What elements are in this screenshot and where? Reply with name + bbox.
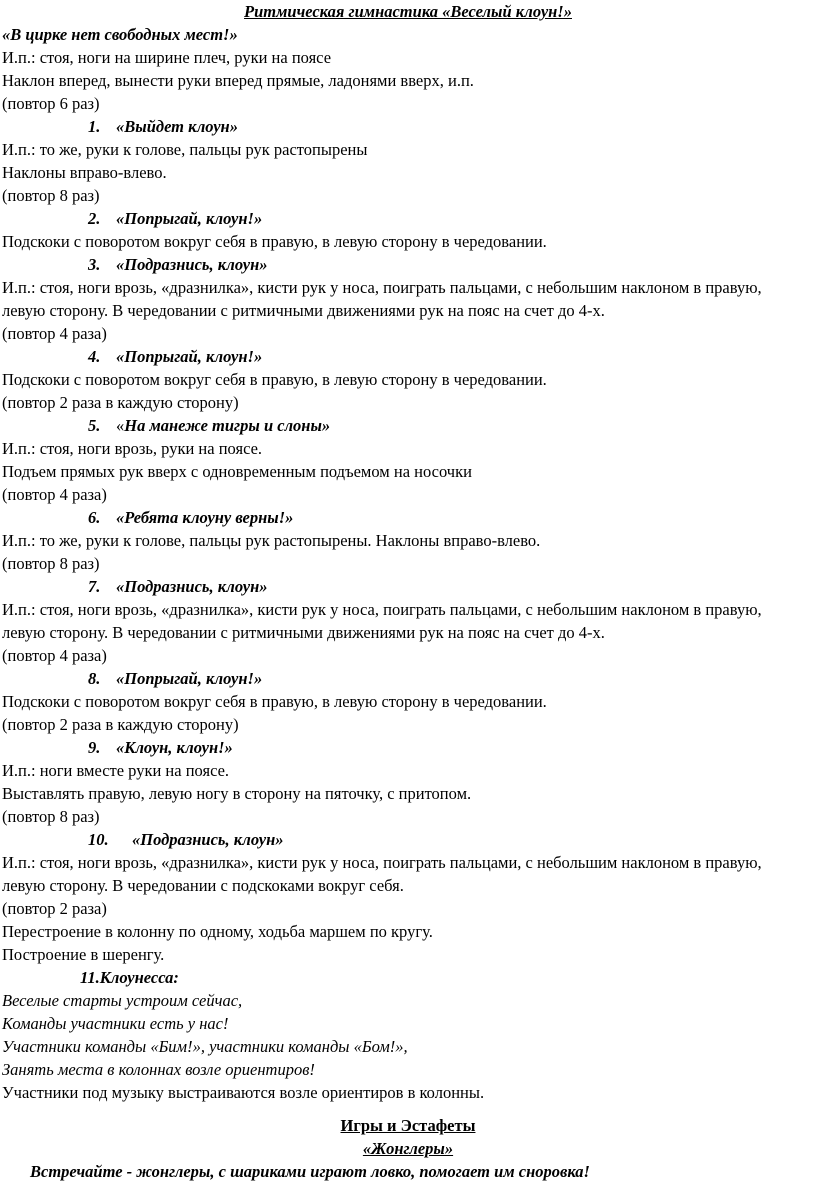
exercise-line: (повтор 4 раза) (2, 485, 107, 504)
clownessa-after: Участники под музыку выстраиваются возле ориентиров в колонны. (2, 1083, 485, 1102)
exercise-line: И.п.: стоя, ноги врозь, «дразнилка», кисти рук у носа, поиграть пальцами, с небольшим наклоном в правую, (2, 278, 762, 297)
verse-line: Занять места в колоннах возле ориентиров! (2, 1060, 315, 1079)
document-title: Ритмическая гимнастика «Веселый клоун!» (244, 2, 572, 21)
exercise-heading: 9. «Клоун, клоун!» (88, 738, 233, 757)
intro-line: И.п.: стоя, ноги на ширине плеч, руки на поясе (2, 48, 332, 67)
exercise-line: Подскоки с поворотом вокруг себя в правую, в левую сторону в чередовании. (2, 232, 547, 251)
intro-line: Наклон вперед, вынести руки вперед прямые, ладонями вверх, и.п. (2, 71, 474, 90)
exercise-line: Наклоны вправо-влево. (2, 163, 167, 182)
exercise-heading: 4. «Попрыгай, клоун!» (88, 347, 263, 366)
exercise-line: И.п.: то же, руки к голове, пальцы рук растопырены (2, 140, 368, 159)
exercise-line: (повтор 2 раза в каждую сторону) (2, 715, 239, 734)
exercise-line: (повтор 4 раза) (2, 324, 107, 343)
exercise-line: Подскоки с поворотом вокруг себя в правую, в левую сторону в чередовании. (2, 692, 547, 711)
verse-line: Веселые старты устроим сейчас, (2, 991, 243, 1010)
games-subheading: «Жонглеры» (362, 1139, 454, 1158)
exercise-heading: 3. «Подразнись, клоун» (88, 255, 268, 274)
clownessa-heading: 11.Клоунесса: (80, 968, 179, 987)
exercise-heading: 8. «Попрыгай, клоун!» (88, 669, 263, 688)
games-heading: Игры и Эстафеты (340, 1116, 476, 1135)
exercise-line: И.п.: стоя, ноги врозь, «дразнилка», кисти рук у носа, поиграть пальцами, с небольшим наклоном в правую, (2, 853, 762, 872)
games-line: Встречайте - жонглеры, с шариками играют ловко, помогает им сноровка! (30, 1162, 590, 1181)
exercise-line: (повтор 8 раз) (2, 807, 100, 826)
exercise-line: Перестроение в колонну по одному, ходьба маршем по кругу. (2, 922, 433, 941)
intro-heading: «В цирке нет свободных мест!» (2, 25, 238, 44)
exercise-line: (повтор 8 раз) (2, 186, 100, 205)
exercise-line: (повтор 2 раза) (2, 899, 107, 918)
exercise-line: левую сторону. В чередовании с ритмичными движениями рук на пояс на счет до 4-х. (2, 623, 605, 642)
exercise-line: (повтор 8 раз) (2, 554, 100, 573)
exercise-line: (повтор 2 раза в каждую сторону) (2, 393, 239, 412)
exercise-heading: 10. «Подразнись, клоун» (88, 830, 284, 849)
exercise-heading: 1. «Выйдет клоун» (88, 117, 238, 136)
exercise-heading: 5. «На манеже тигры и слоны» (88, 416, 331, 435)
intro-line: (повтор 6 раз) (2, 94, 100, 113)
exercise-line: Построение в шеренгу. (2, 945, 165, 964)
verse-line: Команды участники есть у нас! (2, 1014, 229, 1033)
exercise-line: (повтор 4 раза) (2, 646, 107, 665)
exercise-line: левую сторону. В чередовании с ритмичными движениями рук на пояс на счет до 4-х. (2, 301, 605, 320)
verse-line: Участники команды «Бим!», участники команды «Бом!», (2, 1037, 408, 1056)
exercise-heading: 2. «Попрыгай, клоун!» (88, 209, 263, 228)
exercise-line: И.п.: ноги вместе руки на поясе. (2, 761, 230, 780)
exercise-line: Подъем прямых рук вверх с одновременным подъемом на носочки (2, 462, 472, 481)
exercise-heading: 6. «Ребята клоуну верны!» (88, 508, 294, 527)
exercise-line: Подскоки с поворотом вокруг себя в правую, в левую сторону в чередовании. (2, 370, 547, 389)
exercise-heading: 7. «Подразнись, клоун» (88, 577, 268, 596)
exercise-line: И.п.: стоя, ноги врозь, «дразнилка», кисти рук у носа, поиграть пальцами, с небольшим наклоном в правую, (2, 600, 762, 619)
exercise-line: И.п.: стоя, ноги врозь, руки на поясе. (2, 439, 263, 458)
exercise-line: Выставлять правую, левую ногу в сторону на пяточку, с притопом. (2, 784, 472, 803)
exercise-line: И.п.: то же, руки к голове, пальцы рук растопырены. Наклоны вправо-влево. (2, 531, 541, 550)
exercise-line: левую сторону. В чередовании с подскоками вокруг себя. (2, 876, 404, 895)
